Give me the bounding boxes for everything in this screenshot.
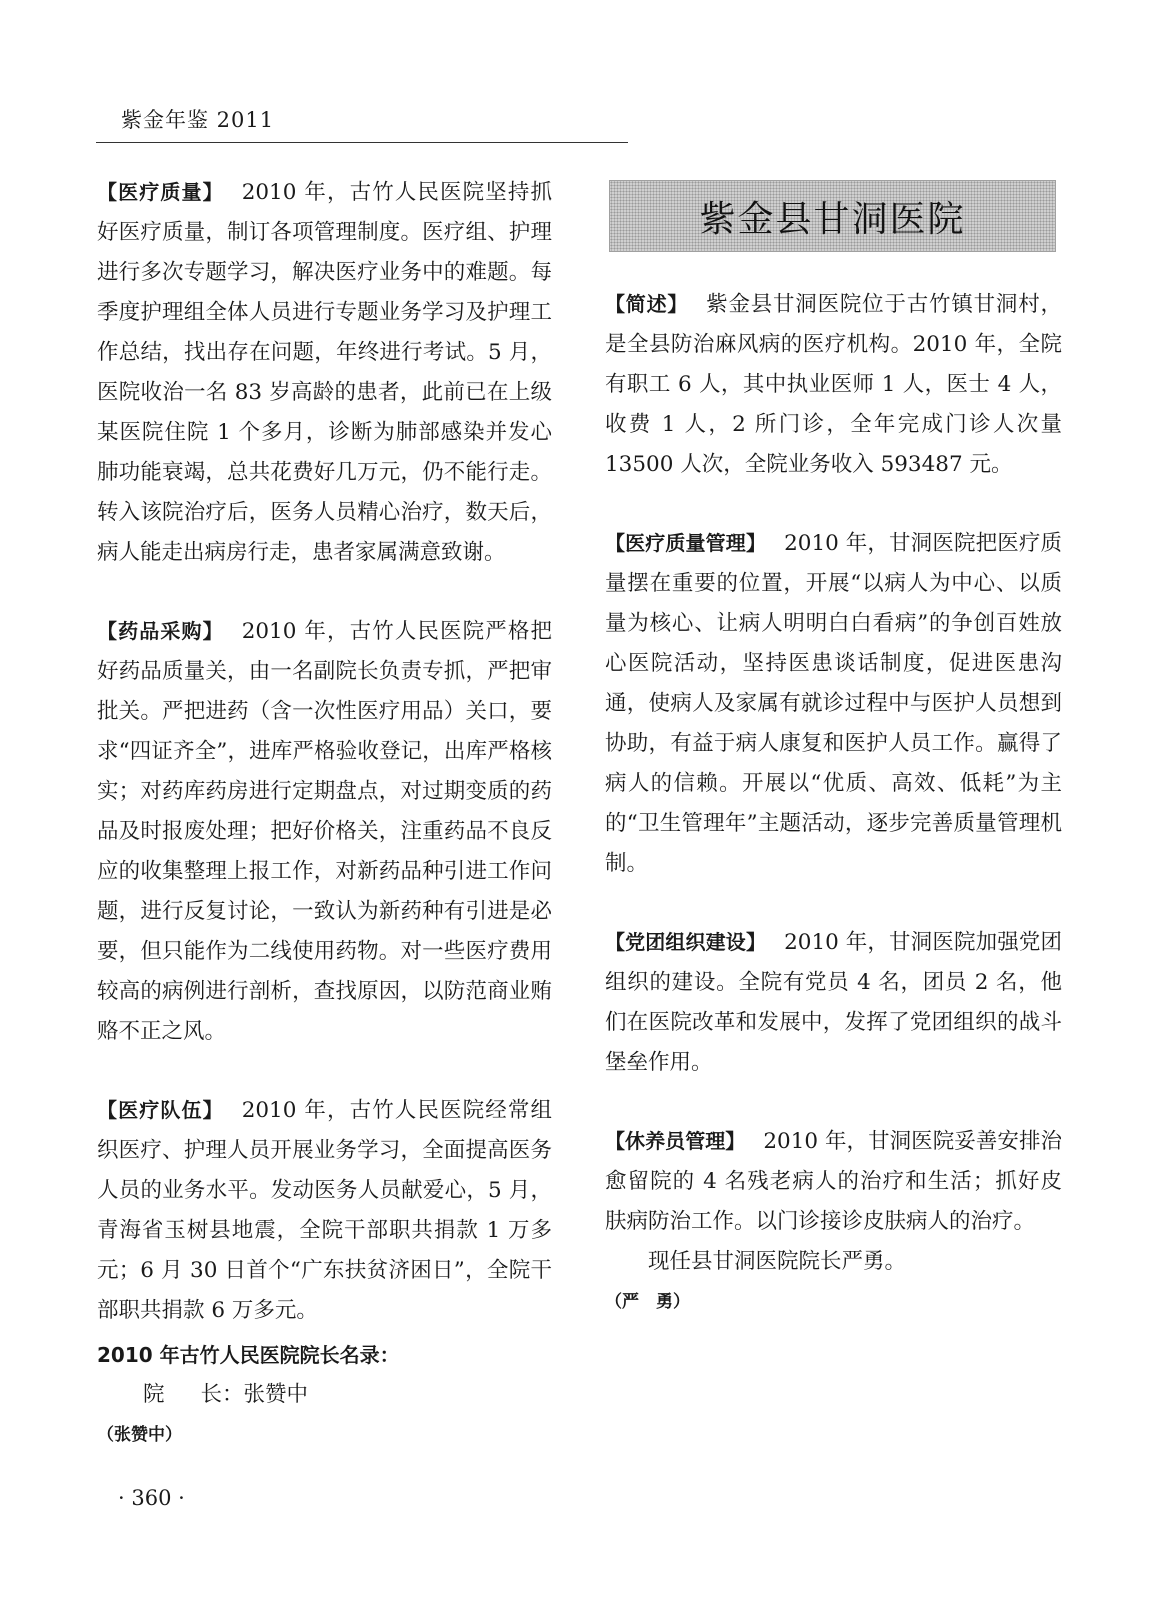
header-rule (96, 142, 628, 143)
section-heading: 【医疗质量管理】 (605, 531, 767, 555)
section-drug-procurement (97, 611, 552, 1052)
section-text: 2010 年，古竹人民医院经常组织医疗、护理人员开展业务学习，全面提高医务人员的业务水平。发动医务人员献爱心，5 月，青海省玉树县地震，全院干部职共捐款 1 万多元；6 月 30 日首个“广东扶贫济困日”，全院干部职共捐款 6 万多元。 (97, 1098, 552, 1323)
section-text: 紫金县甘洞医院位于古竹镇甘洞村，是全县防治麻风病的医疗机构。2010 年，全院有职工 6 人，其中执业医师 1 人，医士 4 人，收费 1 人，2 所门诊，全年完成门诊人次量 13500 人次，全院业务收入 593487 元。 (605, 292, 1062, 477)
section-text: 2010 年，甘洞医院加强党团组织的建设。全院有党员 4 名，团员 2 名，他们在医院改革和发展中，发挥了党团组织的战斗堡垒作用。 (605, 930, 1062, 1075)
section-text: 2010 年，甘洞医院把医疗质量摆在重要的位置，开展“以病人为中心、以质量为核心、让病人明明白白看病”的争创百姓放心医院活动，坚持医患谈话制度，促进医患沟通，使病人及家属有就诊过程中与医护人员想到协助，有益于病人康复和医护人员工作。赢得了病人的信赖。开展以“优质、高效、低耗”为主的“卫生管理年”主题活动，逐步完善质量管理机制。 (605, 531, 1062, 876)
section-overview (605, 284, 1062, 485)
section-heading: 【药品采购】 (97, 619, 224, 643)
roster-line (97, 1375, 552, 1415)
roster-label: 院 (143, 1382, 165, 1407)
section-text: 2010 年，古竹人民医院坚持抓好医疗质量，制订各项管理制度。医疗组、护理进行多次专题学习，解决医疗业务中的难题。每季度护理组全体人员进行专题业务学习及护理工作总结，找出存在问题，年终进行考试。5 月，医院收治一名 83 岁高龄的患者，此前已在上级某医院住院 1 个多月，诊断为肺部感染并发心肺功能衰竭，总共花费好几万元，仍不能行走。转入该院治疗后，医务人员精心治疗，数天后，病人能走出病房行走，患者家属满意致谢。 (97, 180, 552, 565)
author-credit: （张赞中） (97, 1425, 182, 1445)
section-text: 2010 年，古竹人民医院严格把好药品质量关，由一名副院长负责专抓，严把审批关。严把进药（含一次性医疗用品）关口，要求“四证齐全”，进库严格验收登记，出库严格核实；对药库药房进行定期盘点，对过期变质的药品及时报废处理；把好价格关，注重药品不良反应的收集整理上报工作，对新药品种引进工作问题，进行反复讨论，一致认为新药种有引进是必要，但只能作为二线使用药物。对一些医疗费用较高的病例进行剖析，查找原因，以防范商业贿赂不正之风。 (97, 619, 552, 1044)
banner-title: 紫金县甘洞医院 (699, 198, 966, 240)
section-heading: 【简述】 (605, 292, 689, 316)
roster-title: 2010 年古竹人民医院院长名录： (97, 1343, 400, 1367)
section-heading: 【医疗质量】 (97, 180, 224, 204)
left-column (97, 172, 552, 1455)
section-medical-quality (97, 172, 552, 573)
section-party-organization (605, 922, 1062, 1083)
section-medical-team (97, 1090, 552, 1331)
roster-name: 长：张赞中 (200, 1382, 309, 1407)
running-head: 紫金年鉴 2011 (121, 108, 275, 132)
page-number: · 360 · (118, 1486, 185, 1510)
closing-line: 现任县甘洞医院院长严勇。 (648, 1249, 907, 1274)
section-text: 2010 年，甘洞医院妥善安排治愈留院的 4 名残老病人的治疗和生活；抓好皮肤病防治工作。以门诊接诊皮肤病人的治疗。 (605, 1129, 1062, 1234)
section-heading: 【休养员管理】 (605, 1129, 746, 1153)
right-column (605, 284, 1062, 1322)
section-heading: 【党团组织建设】 (605, 930, 767, 954)
author-credit: （严 勇） (605, 1292, 690, 1312)
section-heading: 【医疗队伍】 (97, 1098, 224, 1122)
section-quality-management (605, 523, 1062, 884)
section-banner (609, 180, 1056, 252)
section-resident-management (605, 1121, 1062, 1242)
